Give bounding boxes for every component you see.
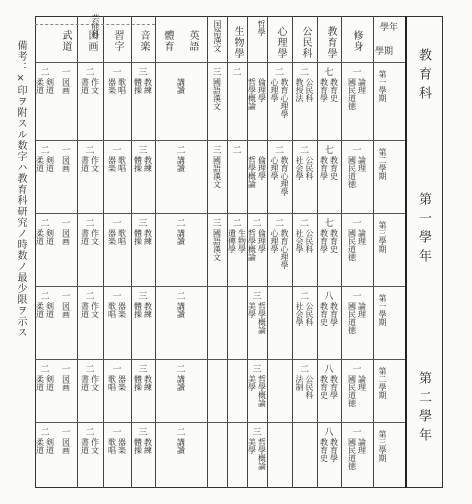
table-cell [227,156,247,211]
table-cell [317,438,341,484]
hours-value: 三 [138,219,148,229]
cell-text: 國民道徳 [347,375,357,407]
hours-value: 一 [61,219,71,229]
cell-text: 公民科 [305,302,314,326]
cell-text: 國民道徳 [347,229,357,261]
table-cell [267,375,292,420]
cell-text: 國民道徳 [347,156,357,188]
corner-term: 學期 [375,47,394,57]
cell-text: 心理學 [270,229,279,253]
cell-text: 遺傳學 [227,229,237,253]
table-cell [247,438,267,484]
cell-text: 講讀 [176,302,186,318]
cell-text: 器楽 [117,438,127,454]
table-cell [267,438,292,484]
cell-text: 教練 [143,438,153,454]
cell-text: 教育學 [329,375,339,399]
table-cell [247,229,267,284]
cell-text: 法制 [295,375,304,391]
table-cell [131,302,155,357]
table-cell [35,375,55,420]
cell-text: 作文 [90,156,100,172]
cell-text: 教練 [143,375,153,391]
table-cell [317,302,341,357]
table-cell [103,438,131,484]
subject-kyoikugaku: 教育學 [325,26,336,59]
table-cell [341,438,373,484]
table-cell [103,375,131,420]
cell-text: 論理 [357,156,367,172]
hours-value: 一 [352,146,362,156]
year-label-1: 第一學年 [416,192,431,268]
year-label-2: 第二學年 [416,371,431,447]
hours-value: 二 [176,146,186,156]
table-cell [292,438,317,484]
hours-value: 二 [232,146,242,156]
hours-value: 一 [112,292,122,302]
cell-text: 倫理學 [257,229,267,253]
hours-value: 一 [61,292,71,302]
cell-text: 社会學 [295,302,304,326]
cell-text: 歌唱 [107,438,117,454]
hours-value: 一 [112,146,122,156]
subject-seibutsu: 生物學 [232,26,243,59]
table-cell [292,78,317,138]
table-cell [77,375,103,420]
table-cell [207,156,227,211]
table-cell [247,78,267,138]
table-cell [207,78,227,138]
cell-text: 図画 [61,78,71,94]
table-cell [247,302,267,357]
table-cell [317,156,341,211]
cell-text: 社会學 [295,229,304,253]
hours-value: 一 [61,428,71,438]
hours-value: 一 [352,219,362,229]
cell-text: 剣道 [45,78,55,94]
table-cell [207,438,227,484]
cell-text: 教練 [143,156,153,172]
row-header-3: 第三學期 [378,221,387,253]
cell-text: 剣道 [45,438,55,454]
cell-text: 體操 [133,302,143,318]
cell-text: 教育心理學 [280,78,289,118]
row-divider [35,359,405,360]
row-header-1: 第一學期 [378,70,387,102]
table-cell [35,438,55,484]
hours-value: 二 [85,428,95,438]
cell-text: 教授法 [295,78,304,102]
cell-text: 公民科 [305,78,314,102]
hours-value: 三 [212,68,222,78]
cell-text: 國語漢文 [212,78,222,110]
cell-text: 教育心理學 [280,156,289,196]
hours-value: 二 [176,365,186,375]
subject-ongaku: 音楽 [138,30,149,52]
cell-text: 美學 [247,302,257,318]
cell-text: 書道 [80,229,90,245]
cell-text: 教育史 [329,229,339,253]
table-title: 教育科 [416,48,431,105]
subject-tetsugaku: 哲學 [257,20,266,36]
subject-komin: 公民科 [300,26,311,59]
cell-text: 體操 [133,438,143,454]
hours-value: 二 [40,219,50,229]
cell-text: 図画 [61,229,71,245]
cell-text: 器楽 [107,78,117,94]
table-cell [207,375,227,420]
cell-text: 講讀 [176,156,186,172]
table-cell [227,438,247,484]
cell-text: 國民道徳 [347,438,357,470]
cell-text: 歌唱 [117,229,127,245]
subject-shushin: 修身 [351,30,362,52]
hours-value: 一 [61,365,71,375]
hours-value: 二 [299,68,309,78]
cell-text: 教練 [143,302,153,318]
table-cell [317,78,341,138]
cell-text: 體操 [133,375,143,391]
hours-value: 三 [252,365,262,375]
hours-value: 一 [352,428,362,438]
cell-text: 教育學 [319,78,329,102]
table-cell [247,375,267,420]
table-cell [77,302,103,357]
table-cell [103,229,131,284]
cell-text: 教育史 [329,156,339,180]
cell-text: 図画 [61,438,71,454]
row-divider [35,422,405,423]
table-cell [155,302,207,357]
row-header-5: 第二學期 [378,367,387,399]
hours-value: 二 [252,219,262,229]
hours-value: 二 [40,146,50,156]
cell-text: 講讀 [176,229,186,245]
table-cell [227,78,247,138]
hours-value: 二 [85,146,95,156]
hours-value: 二 [299,219,309,229]
table-cell [267,156,292,211]
table-cell [77,156,103,211]
cell-text: 柔道 [35,78,45,94]
table-cell [155,229,207,284]
hours-value: 三 [252,428,262,438]
table-cell [341,302,373,357]
hours-value: 一 [61,146,71,156]
hours-value: 一 [352,68,362,78]
hours-value: 三 [138,68,148,78]
cell-text: 教育史 [319,438,329,462]
table-cell [103,78,131,138]
cell-text: 剣道 [45,229,55,245]
subject-budo: 武道 [60,30,71,52]
hours-value: 二 [274,146,284,156]
cell-text: 作文 [90,302,100,318]
table-cell [55,229,77,284]
cell-text: 心理學 [270,156,279,180]
table-cell [267,229,292,284]
cell-text: 教練 [143,78,153,94]
table-cell [317,229,341,284]
cell-text: 書道 [80,78,90,94]
hours-value: 三 [138,146,148,156]
cell-text: 體操 [133,229,143,245]
cell-text: 教育學 [319,229,329,253]
hours-value: 一 [61,68,71,78]
table-cell [131,78,155,138]
hours-value: 二 [232,68,242,78]
table-cell [227,229,247,284]
cell-text: 柔道 [35,375,45,391]
cell-text: 柔道 [35,229,45,245]
cell-text: 倫理學 [257,78,267,102]
hours-value: 三 [212,219,222,229]
cell-text: 書道 [80,375,90,391]
hours-value: 二 [232,219,242,229]
hours-value: 三 [212,146,222,156]
cell-text: 國語漢文 [212,156,222,188]
hours-value: 三 [138,292,148,302]
subject-shuji: 習字 [112,30,123,52]
cell-text: 論理 [357,78,367,94]
cell-text: 論理 [357,375,367,391]
hours-value: 七 [324,219,334,229]
table-cell [207,229,227,284]
cell-text: 書道 [80,438,90,454]
cell-text: 器楽 [107,156,117,172]
cell-text: 講讀 [176,438,186,454]
cell-text: 書道 [80,302,90,318]
cell-text: 剣道 [45,375,55,391]
cell-text: 書道 [80,156,90,172]
cell-text: 體操 [133,156,143,172]
cell-text: 美學 [247,438,257,454]
subject-group-label: 芸能科 [91,14,100,38]
hours-value: 二 [40,428,50,438]
cell-text: 體操 [133,78,143,94]
hours-value: 二 [85,219,95,229]
curriculum-table [35,16,443,488]
hours-value: 一 [112,219,122,229]
table-cell [292,375,317,420]
table-cell [131,375,155,420]
cell-text: 教育史 [319,375,329,399]
table-cell [77,438,103,484]
hours-value: 三 [252,292,262,302]
hours-value: 二 [299,146,309,156]
cell-text: 器楽 [117,302,127,318]
hours-value: 一 [112,365,122,375]
table-cell [341,375,373,420]
cell-text: 公民科 [305,229,314,253]
table-cell [77,78,103,138]
table-cell [103,302,131,357]
table-cell [341,229,373,284]
row-header-6: 第三學期 [378,430,387,462]
cell-text: 剣道 [45,302,55,318]
cell-text: 作文 [90,229,100,245]
hours-value: 三 [138,428,148,438]
cell-text: 教育學 [329,438,339,462]
hours-value: 八 [324,428,334,438]
table-cell [155,438,207,484]
table-cell [267,302,292,357]
cell-text: 図画 [61,156,71,172]
cell-text: 哲學概論 [247,156,257,188]
hours-value: 一 [352,292,362,302]
table-cell [292,156,317,211]
cell-text: 社会學 [295,156,304,180]
hours-value: 二 [274,68,284,78]
table-cell [77,229,103,284]
hours-value: 二 [40,365,50,375]
table-cell [155,156,207,211]
hours-value: 三 [138,365,148,375]
cell-text: 作文 [90,78,100,94]
table-cell [227,302,247,357]
table-cell [341,156,373,211]
cell-text: 生物學 [237,229,247,253]
title-divider [405,16,407,488]
table-cell [155,375,207,420]
hours-value: 二 [299,292,309,302]
remarks-note: 備考：×印ヲ附スル数字ハ教育科研究ノ時数ノ最少限ヲ示ス [15,40,26,338]
cell-text: 教練 [143,229,153,245]
subject-taiiku: 體育 [162,30,173,52]
cell-text: 心理學 [270,78,279,102]
hours-value: 七 [324,68,334,78]
hours-value: 八 [324,292,334,302]
cell-text: 論理 [357,438,367,454]
subject-eigo: 英語 [187,30,198,52]
table-cell [292,229,317,284]
hours-value: 一 [352,365,362,375]
cell-text: 教育學 [319,156,329,180]
table-cell [55,375,77,420]
cell-text: 哲學概論 [247,229,257,261]
cell-text: 哲學概論 [247,78,257,110]
hours-value: 八 [324,365,334,375]
cell-text: 教育史 [319,302,329,326]
hours-value: 二 [176,428,186,438]
cell-text: 図画 [61,375,71,391]
hours-value: 二 [40,292,50,302]
table-cell [103,156,131,211]
hours-value: 一 [112,428,122,438]
cell-text: 哲學概論 [257,375,267,407]
row-divider [35,286,405,287]
hours-value: 二 [85,292,95,302]
cell-text: 歌唱 [107,375,117,391]
table-cell [131,438,155,484]
table-cell [35,78,55,138]
cell-text: 講讀 [176,78,186,94]
hours-value: 二 [274,219,284,229]
table-cell [155,78,207,138]
cell-text: 図画 [61,302,71,318]
cell-text: 論理 [357,229,367,245]
row-divider [35,140,405,141]
table-cell [131,156,155,211]
header-col-divider [373,16,374,488]
cell-text: 論理 [357,302,367,318]
table-cell [35,302,55,357]
cell-text: 公民科 [305,375,314,399]
table-cell [267,78,292,138]
hours-value: 七 [324,146,334,156]
subject-shinri: 心理學 [275,26,286,59]
cell-text: 哲學概論 [257,438,267,470]
table-cell [247,156,267,211]
hours-value: 二 [176,219,186,229]
cell-text: 倫理學 [257,156,267,180]
cell-text: 教育心理學 [280,229,289,269]
table-cell [55,302,77,357]
hours-value: 二 [299,365,309,375]
cell-text: 柔道 [35,156,45,172]
cell-text: 美學 [247,375,257,391]
hours-value: 二 [85,365,95,375]
subject-kokugo: 国語漢文 [213,20,222,52]
row-header-4: 第一學期 [378,294,387,326]
table-cell [35,229,55,284]
table-cell [55,156,77,211]
cell-text: 教育史 [329,78,339,102]
cell-text: 哲學概論 [257,302,267,334]
hours-value: 一 [112,68,122,78]
cell-text: 剣道 [45,156,55,172]
subject-zuga: 図画 [86,30,97,52]
cell-text: 柔道 [35,438,45,454]
cell-text: 教育學 [329,302,339,326]
table-cell [227,375,247,420]
cell-text: 柔道 [35,302,45,318]
row-header-2: 第二學期 [378,148,387,180]
cell-text: 器楽 [107,229,117,245]
cell-text: 國民道徳 [347,302,357,334]
cell-text: 作文 [90,438,100,454]
corner-year: 學年 [380,23,399,33]
header-row-divider [35,62,405,63]
cell-text: 公民科 [305,156,314,180]
cell-text: 講讀 [176,375,186,391]
cell-text: 國民道徳 [347,78,357,110]
cell-text: 歌唱 [107,302,117,318]
cell-text: 歌唱 [117,78,127,94]
cell-text: 歌唱 [117,156,127,172]
table-cell [292,302,317,357]
cell-text: 作文 [90,375,100,391]
table-cell [131,229,155,284]
cell-text: 國語漢文 [212,229,222,261]
hours-value: 二 [40,68,50,78]
table-cell [317,375,341,420]
cell-text: 器楽 [117,375,127,391]
row-divider [35,213,405,214]
table-cell [55,438,77,484]
table-cell [35,156,55,211]
hours-value: 二 [85,68,95,78]
table-cell [341,78,373,138]
hours-value: 二 [176,292,186,302]
table-cell [55,78,77,138]
table-cell [207,302,227,357]
